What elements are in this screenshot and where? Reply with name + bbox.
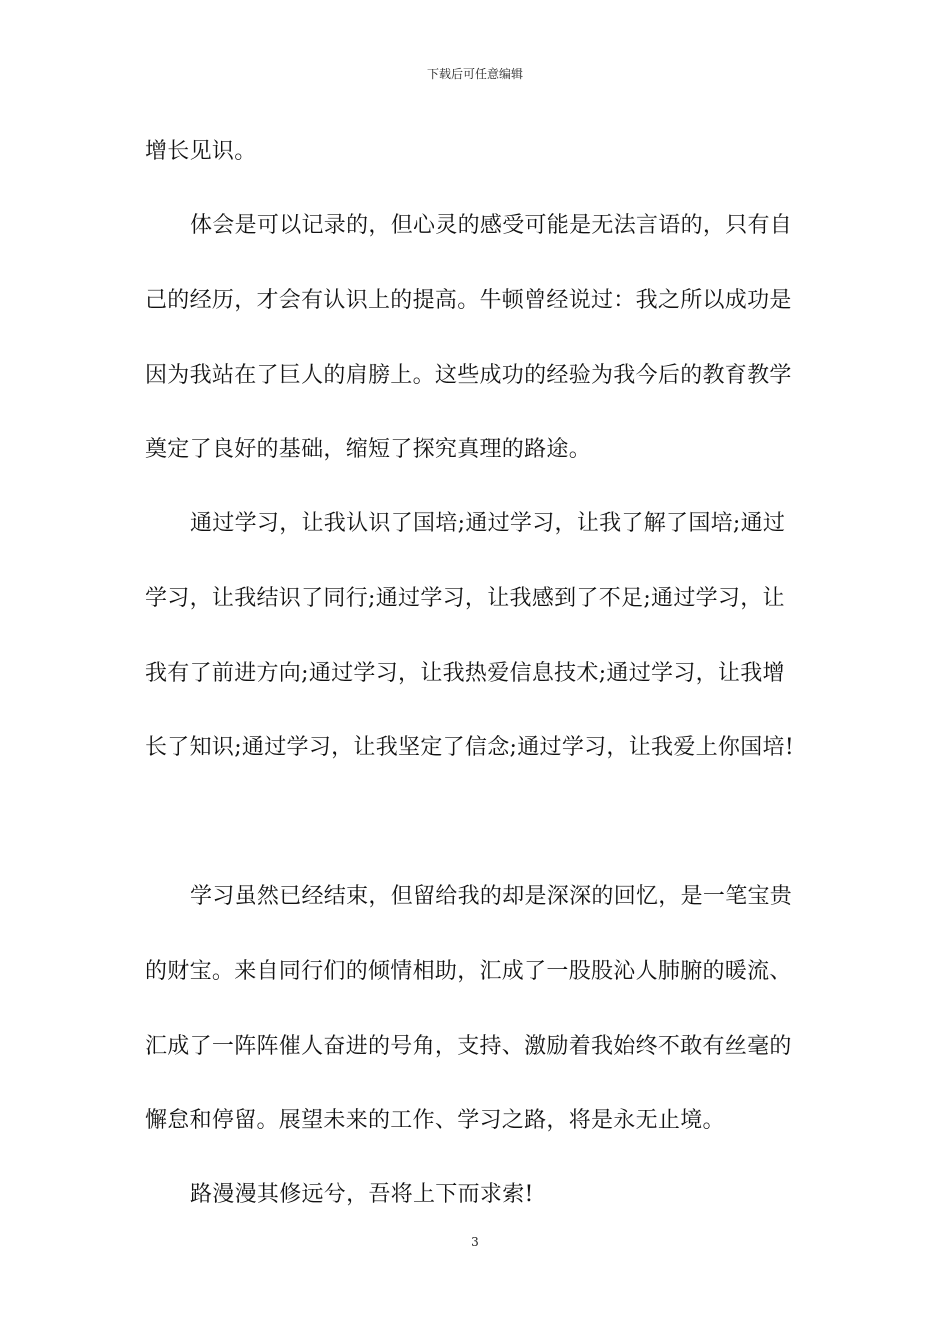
text-line: 学习虽然已经结束，但留给我的却是深深的回忆，是一笔宝贵 bbox=[190, 884, 793, 909]
page-number: 3 bbox=[471, 1235, 479, 1249]
text-line: 体会是可以记录的，但心灵的感受可能是无法言语的，只有自 bbox=[190, 213, 793, 238]
text-line: 通过学习，让我认识了国培;通过学习，让我了解了国培;通过 bbox=[190, 511, 786, 536]
text-line: 汇成了一阵阵催人奋进的号角，支持、激励着我始终不敢有丝毫的 bbox=[145, 1034, 792, 1059]
text-line: 奠定了良好的基础，缩短了探究真理的路途。 bbox=[145, 437, 592, 462]
text-line: 我有了前进方向;通过学习，让我热爱信息技术;通过学习，让我增 bbox=[145, 661, 785, 686]
text-line: 己的经历，才会有认识上的提高。牛顿曾经说过：我之所以成功是 bbox=[145, 288, 792, 313]
page-header: 下载后可任意编辑 bbox=[426, 67, 523, 81]
text-line: 懈怠和停留。展望未来的工作、学习之路，将是永无止境。 bbox=[145, 1108, 725, 1133]
text-line: 的财宝。来自同行们的倾情相助，汇成了一股股沁人肺腑的暖流、 bbox=[145, 959, 792, 984]
text-line: 路漫漫其修远兮，吾将上下而求索! bbox=[190, 1182, 534, 1207]
text-line: 增长见识。 bbox=[145, 139, 257, 164]
text-line: 因为我站在了巨人的肩膀上。这些成功的经验为我今后的教育教学 bbox=[145, 363, 792, 388]
text-line: 长了知识;通过学习，让我坚定了信念;通过学习，让我爱上你国培! bbox=[145, 735, 794, 760]
text-line: 学习，让我结识了同行;通过学习，让我感到了不足;通过学习，让 bbox=[145, 586, 785, 611]
